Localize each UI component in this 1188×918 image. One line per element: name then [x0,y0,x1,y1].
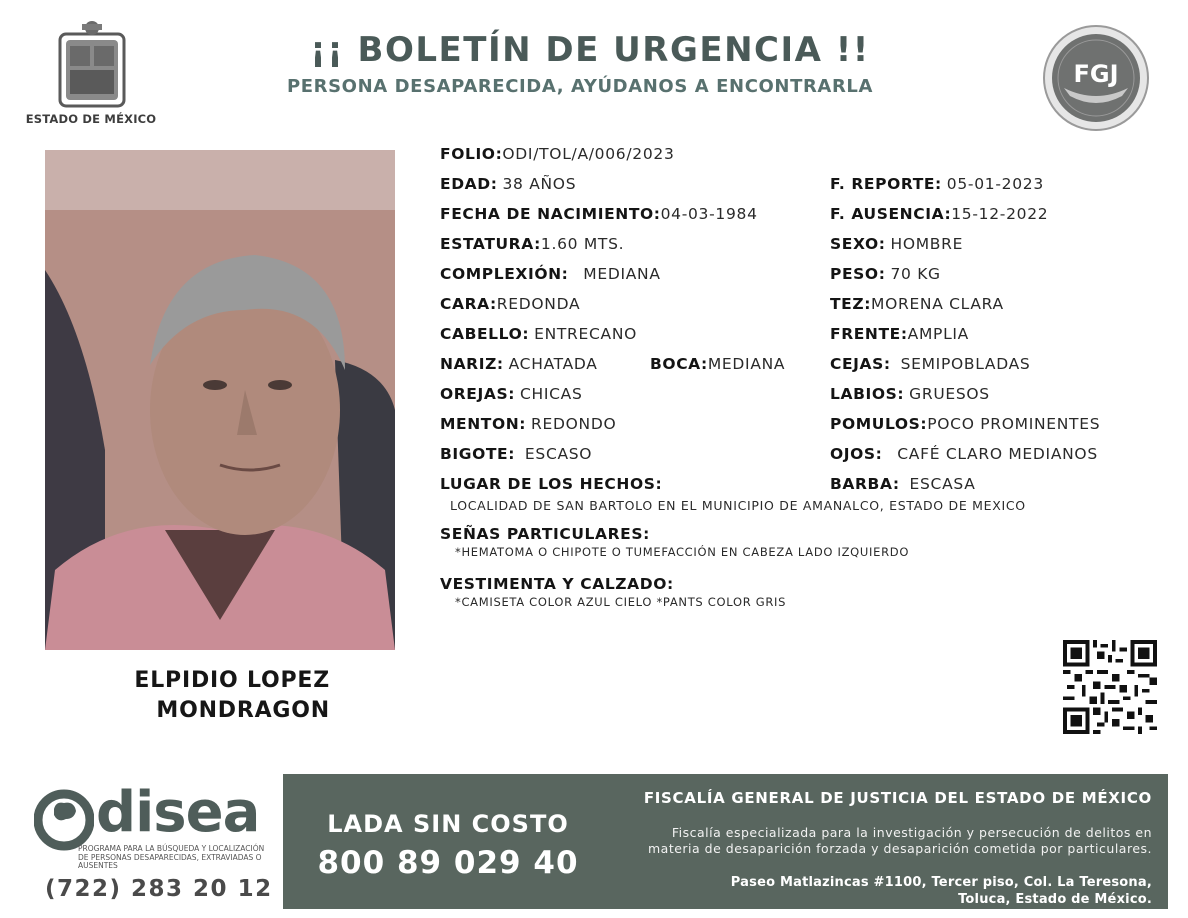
field-value: ESCASO [524,445,593,463]
contact-phone[interactable]: (722) 283 20 12 [45,876,273,902]
fgj-logo-icon [1042,24,1150,132]
toll-free-number[interactable]: 800 89 029 40 [317,845,579,881]
fiscalia-address [600,874,1152,908]
field-lugar-label [440,474,662,494]
field-ausencia [830,204,1048,224]
field-value: ENTRECANO [534,325,638,343]
field-complexion [440,264,661,284]
field-cara [440,294,580,314]
fiscalia-description-line2: materia de desaparición forzada y desaparición cometida por particulares. [647,841,1152,856]
field-value: POCO PROMINENTES [927,415,1101,433]
field-label: CABELLO: [440,325,530,343]
field-label: FRENTE: [830,325,908,343]
field-value: GRUESOS [909,385,990,403]
field-label: NARIZ: [440,355,504,373]
field-menton [440,414,616,434]
field-value: 70 KG [890,265,941,283]
field-ojos [830,444,1098,464]
field-barba [830,474,976,494]
field-label: BARBA: [830,475,900,493]
field-senas-value: *HEMATOMA O CHIPOTE O TUMEFACCIÓN EN CABEZA LADO IZQUIERDO [455,545,910,559]
field-label: F. REPORTE: [830,175,942,193]
field-value: SEMIPOBLADAS [900,355,1031,373]
field-value: MORENA CLARA [871,295,1004,313]
field-senas-label [440,524,650,544]
field-tez [830,294,1004,314]
address-line1: Paseo Matlazincas #1100, Tercer piso, Col. La Teresona, [730,875,1152,890]
field-label: FECHA DE NACIMIENTO: [440,205,661,223]
missing-person-photo [45,150,395,650]
fiscalia-description [600,825,1152,857]
field-label: PESO: [830,265,886,283]
field-peso [830,264,941,284]
field-sexo [830,234,963,254]
field-folio [440,144,675,164]
fiscalia-title: FISCALÍA GENERAL DE JUSTICIA DEL ESTADO DE MÉXICO [643,789,1152,807]
field-value: REDONDA [496,295,581,313]
field-cabello [440,324,637,344]
field-value: MEDIANA [583,265,661,283]
field-reporte [830,174,1044,194]
field-label: TEZ: [830,295,871,313]
field-label: ESTATURA: [440,235,541,253]
fiscalia-description-line1: Fiscalía especializada para la investigación y persecución de delitos en [671,825,1152,840]
field-cejas [830,354,1030,374]
svg-text:FGJ: FGJ [1073,60,1119,88]
page-subtitle: PERSONA DESAPARECIDA, AYÚDANOS A ENCONTRARLA [286,76,874,97]
field-value: 15-12-2022 [951,205,1049,223]
field-value: 04-03-1984 [660,205,758,223]
odisea-wordmark: disea [96,780,260,845]
field-vestimenta-value: *CAMISETA COLOR AZUL CIELO *PANTS COLOR GRIS [455,595,787,609]
field-label: CEJAS: [830,355,891,373]
page-title: ¡¡ BOLETÍN DE URGENCIA !! [310,30,870,70]
field-value: CHICAS [519,385,583,403]
field-value: REDONDO [531,415,617,433]
field-nacimiento [440,204,758,224]
field-label: CARA: [440,295,497,313]
field-boca [650,354,785,374]
field-pomulos [830,414,1100,434]
field-labios [830,384,990,404]
qr-code-icon[interactable] [1063,640,1157,734]
field-orejas [440,384,582,404]
field-label: COMPLEXIÓN: [440,265,569,283]
field-edad [440,174,576,194]
field-value: 05-01-2023 [946,175,1044,193]
field-value: 1.60 MTS. [540,235,625,253]
field-value: ESCASA [909,475,976,493]
odisea-description: PROGRAMA PARA LA BÚSQUEDA Y LOCALIZACIÓN DE PERSONAS DESAPARECIDAS, EXTRAVIADAS O AUSENTES [78,844,265,870]
field-value: MEDIANA [707,355,786,373]
field-value: CAFÉ CLARO MEDIANOS [897,445,1098,463]
field-value: ACHATADA [508,355,598,373]
field-value: AMPLIA [907,325,969,343]
field-nariz [440,354,598,374]
field-lugar-value: LOCALIDAD DE SAN BARTOLO EN EL MUNICIPIO DE AMANALCO, ESTADO DE MEXICO [450,498,1026,513]
field-frente [830,324,969,344]
field-label: POMULOS: [830,415,928,433]
field-value: 38 AÑOS [502,175,577,193]
field-label: BOCA: [650,355,708,373]
field-label: BIGOTE: [440,445,516,463]
field-label: LABIOS: [830,385,905,403]
field-label: OREJAS: [440,385,516,403]
field-label: SEXO: [830,235,886,253]
field-value: ODI/TOL/A/006/2023 [502,145,675,163]
person-name-line2: MONDRAGON [156,698,330,723]
person-name [40,666,330,726]
field-label: VESTIMENTA Y CALZADO: [440,575,674,593]
edomex-seal-icon [52,20,132,110]
field-vestimenta-label [440,574,674,594]
field-estatura [440,234,624,254]
field-label: MENTON: [440,415,527,433]
address-line2: Toluca, Estado de México. [958,892,1152,907]
field-label: FOLIO: [440,145,503,163]
field-value: HOMBRE [890,235,964,253]
person-name-line1: ELPIDIO LOPEZ [134,668,330,693]
field-label: SEÑAS PARTICULARES: [440,525,650,543]
state-label: ESTADO DE MÉXICO [25,112,157,126]
field-label: EDAD: [440,175,498,193]
field-label: F. AUSENCIA: [830,205,952,223]
field-label: OJOS: [830,445,883,463]
field-bigote [440,444,592,464]
field-label: LUGAR DE LOS HECHOS: [440,475,663,493]
toll-free-label: LADA SIN COSTO [327,810,569,838]
